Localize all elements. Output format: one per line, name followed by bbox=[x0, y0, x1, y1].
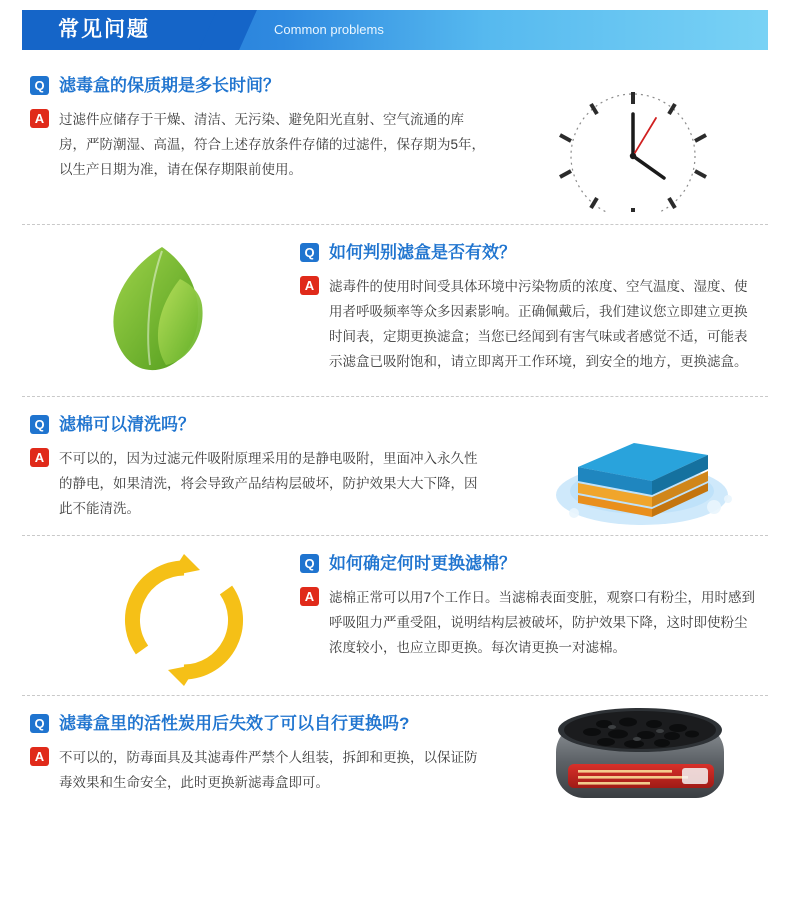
page-header bbox=[22, 10, 768, 50]
page-title: 常见问题 bbox=[58, 18, 150, 41]
question-line bbox=[300, 241, 768, 265]
question-text: 如何确定何时更换滤棉？ bbox=[329, 554, 516, 573]
clock-illustration bbox=[538, 82, 728, 212]
answer-badge: A bbox=[30, 747, 49, 766]
question-text: 滤毒盒里的活性炭用后失效了可以自行更换吗? bbox=[59, 714, 410, 733]
circular-arrows-illustration bbox=[104, 550, 264, 690]
question-badge: Q bbox=[30, 76, 49, 95]
faq-item bbox=[22, 224, 768, 396]
question-line bbox=[300, 552, 768, 576]
question-text: 滤棉可以清洗吗？ bbox=[59, 415, 195, 434]
faq-item bbox=[22, 695, 768, 815]
question-badge: Q bbox=[30, 415, 49, 434]
answer-badge: A bbox=[300, 587, 319, 606]
answer-line bbox=[300, 585, 768, 660]
filter-cotton-illustration bbox=[538, 403, 738, 533]
question-text: 滤毒盒的保质期是多长时间？ bbox=[59, 76, 280, 95]
answer-badge: A bbox=[300, 276, 319, 295]
question-text: 如何判别滤盒是否有效？ bbox=[329, 243, 516, 262]
page-subtitle: Common problems bbox=[274, 22, 384, 37]
question-badge: Q bbox=[300, 554, 319, 573]
leaf-illustration bbox=[84, 239, 254, 389]
answer-text: 滤棉正常可以用7个工作日。当滤棉表面变脏，观察口有粉尘，用时感到呼吸阻力严重受阻，说明结构层被破坏，防护效果下降，这时即使粉尘浓度较小，也应立即更换。每次请更换一对滤棉。 bbox=[329, 590, 756, 655]
faq-item bbox=[22, 74, 768, 224]
question-badge: Q bbox=[300, 243, 319, 262]
answer-text: 滤毒件的使用时间受具体环境中污染物质的浓度、空气温度、湿度、使用者呼吸频率等众多因素影响。正确佩戴后，我们建议您立即建立更换时间表，定期更换滤盒；当您已经闻到有害气味或者感觉不适，可能表示滤盒已吸附饱和，请立即离开工作环境，到安全的地方，更换滤盒。 bbox=[329, 279, 748, 369]
answer-badge: A bbox=[30, 109, 49, 128]
question-badge: Q bbox=[30, 714, 49, 733]
answer-text: 不可以的，因为过滤元件吸附原理采用的是静电吸附，里面冲入永久性的静电，如果清洗，将会导致产品结构层破坏，防护效果大大下降，因此不能清洗。 bbox=[59, 451, 478, 516]
answer-text: 不可以的，防毒面具及其滤毒件严禁个人组装，拆卸和更换，以保证防毒效果和生命安全，此时更换新滤毒盒即可。 bbox=[59, 750, 478, 790]
answer-text: 过滤件应储存于干燥、清洁、无污染、避免阳光直射、空气流通的库房，严防潮湿、高温，符合上述存放条件存储的过滤件，保存期为5年，以生产日期为准，请在保存期限前使用。 bbox=[59, 112, 486, 177]
faq-item bbox=[22, 535, 768, 695]
carbon-canister-illustration bbox=[542, 700, 742, 820]
answer-line bbox=[300, 274, 768, 374]
faq-item bbox=[22, 396, 768, 535]
answer-badge: A bbox=[30, 448, 49, 467]
